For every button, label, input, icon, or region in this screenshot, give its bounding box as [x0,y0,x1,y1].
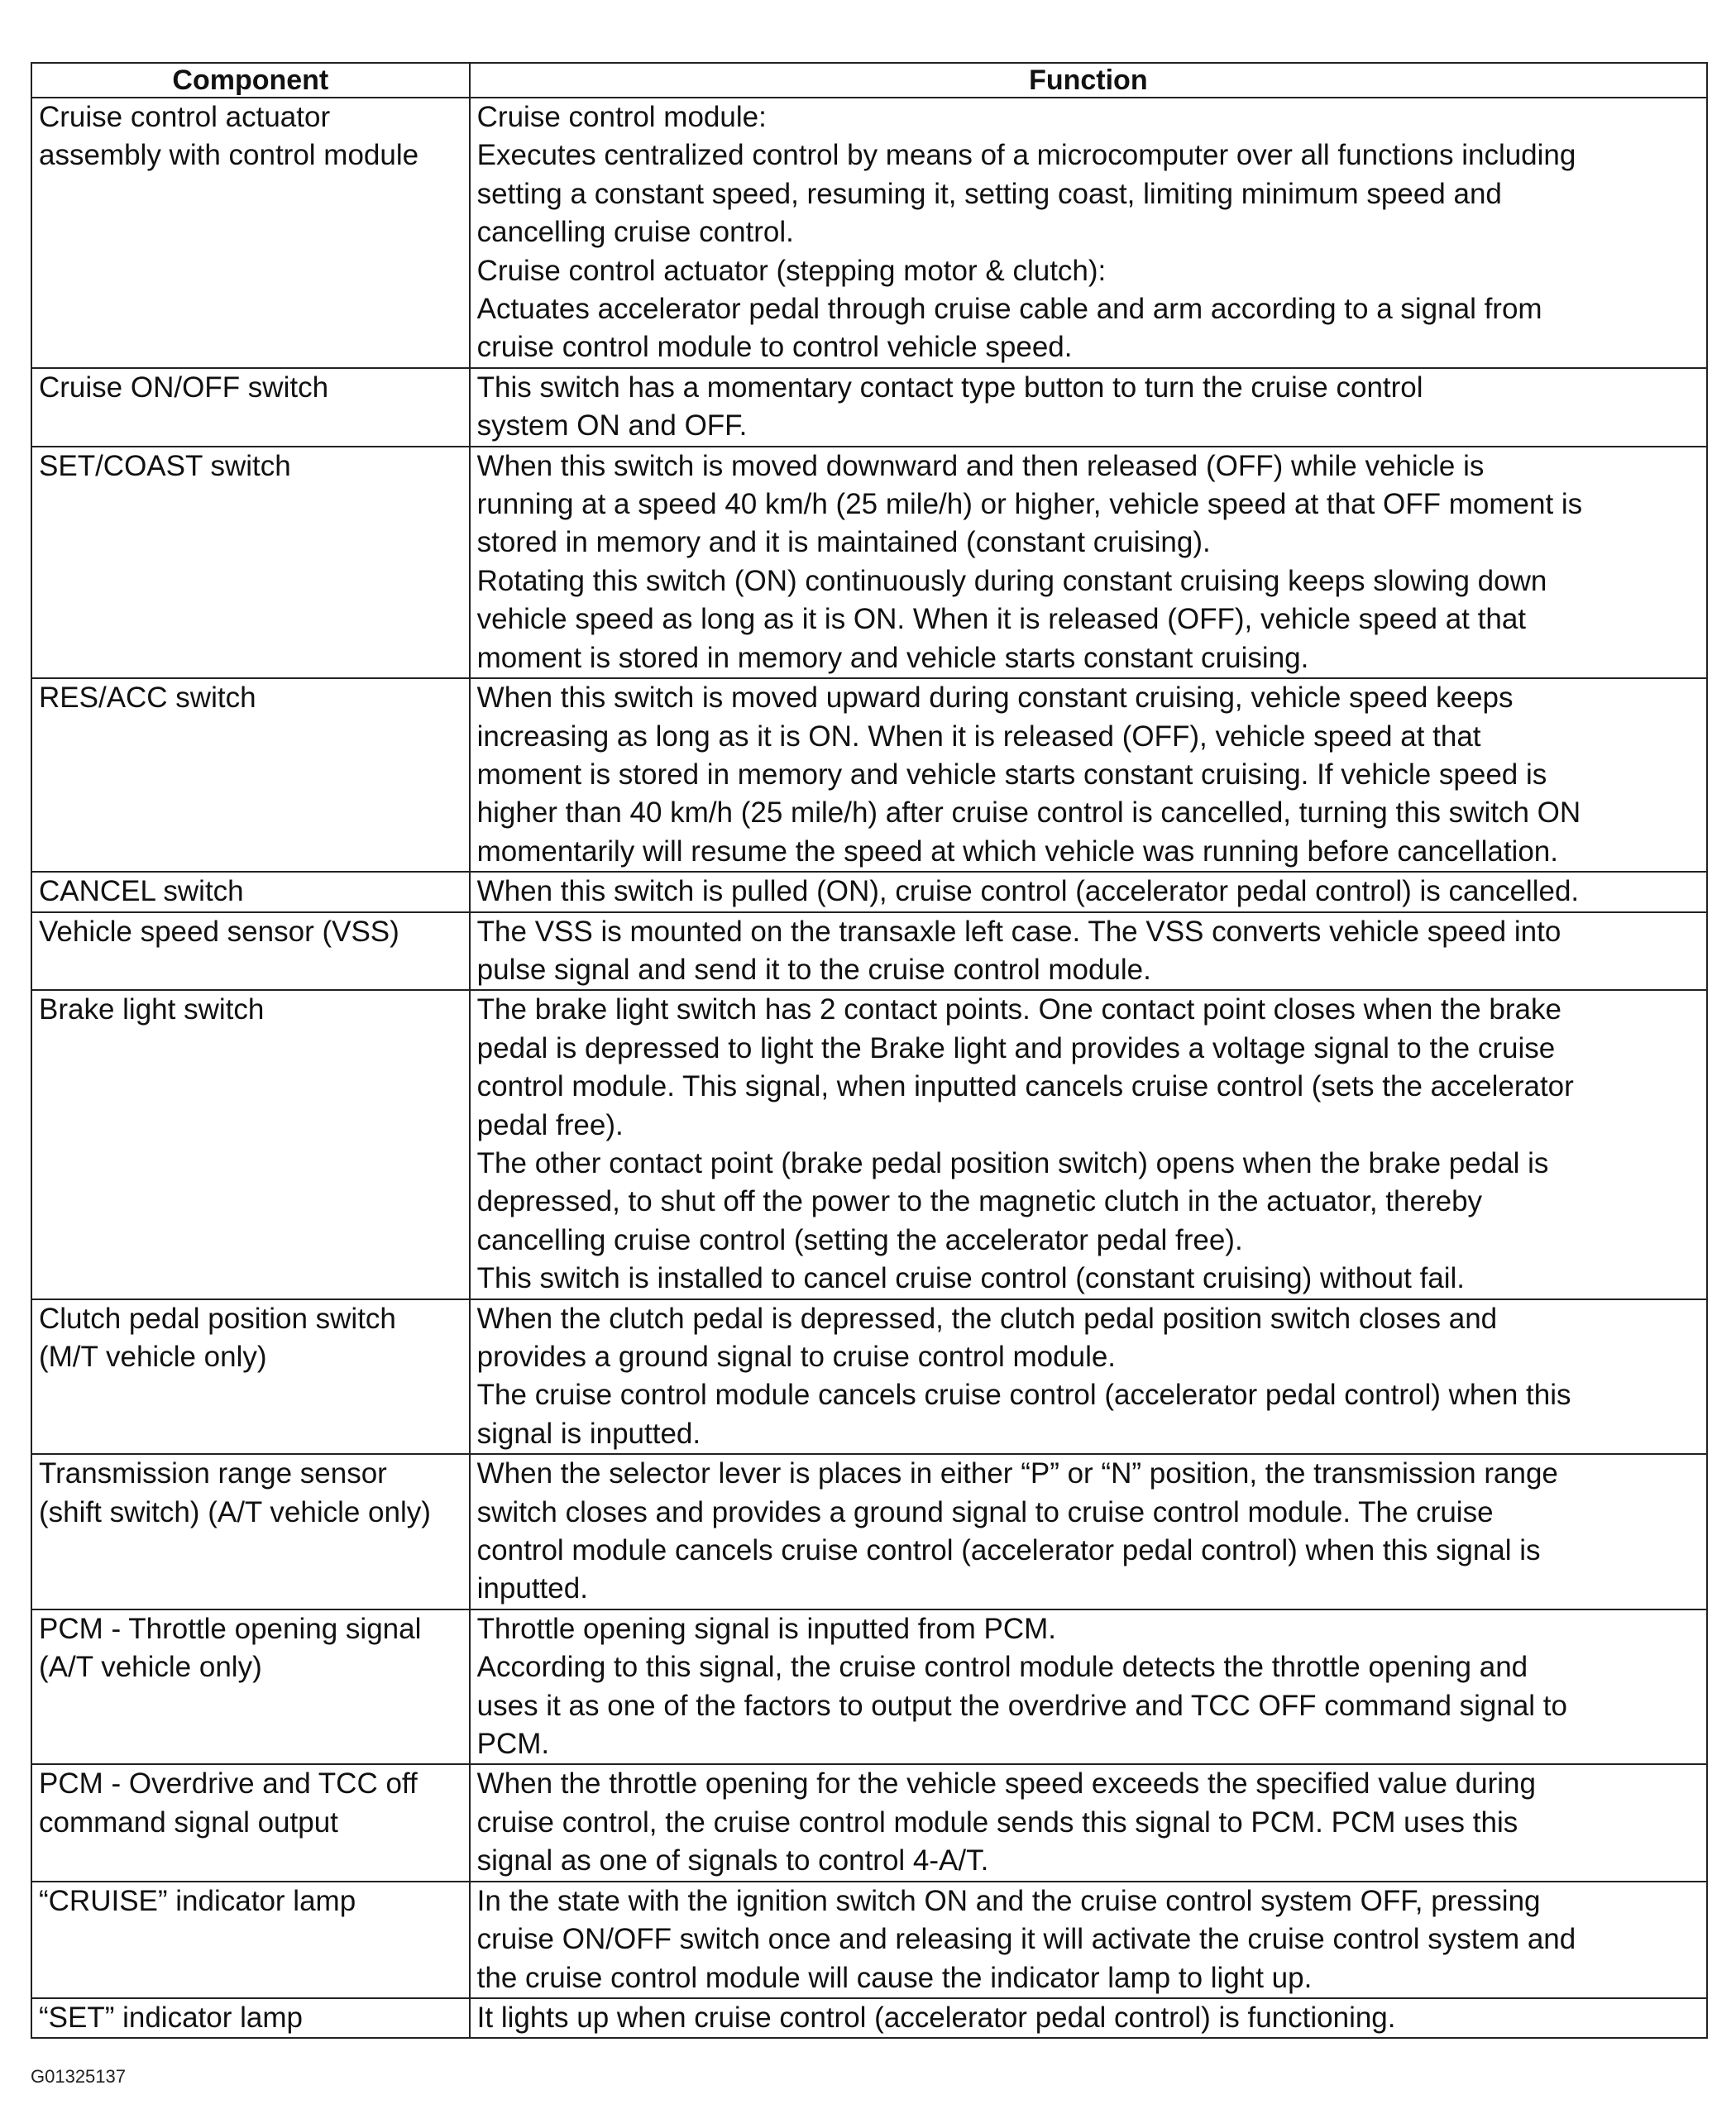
component-line: “CRUISE” indicator lamp [39,1884,356,1917]
component-line: “SET” indicator lamp [39,2001,303,2034]
table-header [31,63,1707,98]
function-line: When this switch is pulled (ON), cruise control (accelerator pedal control) is cancelled. [476,875,1580,908]
function-line: When the throttle opening for the vehicle speed exceeds the specified value during [476,1767,1536,1801]
function-line: Actuates accelerator pedal through cruise cable and arm according to a signal from [476,293,1542,326]
component-cell [31,98,470,368]
table-row [31,872,1707,911]
function-cell [470,447,1707,678]
component-line: PCM - Throttle opening signal [39,1612,422,1645]
function-line: momentarily will resume the speed at which vehicle was running before cancellation. [476,835,1558,868]
function-line: signal as one of signals to control 4-A/T. [476,1844,989,1877]
function-line: pulse signal and send it to the cruise control module. [476,953,1151,986]
function-cell [470,1764,1707,1881]
table-row [31,912,1707,991]
component-line: Vehicle speed sensor (VSS) [39,915,399,948]
function-cell [470,990,1707,1299]
component-line: Brake light switch [39,993,265,1026]
function-line: cancelling cruise control. [476,216,794,249]
function-line: It lights up when cruise control (accelerator pedal control) is functioning. [476,2001,1396,2034]
function-line: The cruise control module cancels cruise control (accelerator pedal control) when this [476,1379,1571,1412]
function-line: provides a ground signal to cruise control module. [476,1341,1117,1373]
table-row [31,447,1707,678]
component-cell [31,912,470,991]
function-line: When this switch is moved upward during constant cruising, vehicle speed keeps [476,682,1514,715]
function-line: moment is stored in memory and vehicle starts constant cruising. If vehicle speed is [476,758,1547,791]
component-line: Cruise control actuator [39,101,331,133]
function-line: cruise control, the cruise control module sends this signal to PCM. PCM uses this [476,1806,1518,1839]
function-line: pedal is depressed to light the Brake light and provides a voltage signal to the cruise [476,1031,1556,1064]
component-line: Cruise ON/OFF switch [39,371,329,404]
table-body [31,98,1707,2038]
component-cell [31,447,470,678]
function-line: vehicle speed as long as it is ON. When it is released (OFF), vehicle speed at that [476,603,1527,636]
table-row [31,1998,1707,2038]
component-cell [31,1764,470,1881]
component-cell [31,1609,470,1765]
function-line: The brake light switch has 2 contact points. One contact point closes when the brake [476,993,1561,1026]
function-cell [470,368,1707,447]
figure-id: G01325137 [31,2066,126,2087]
function-line: When the clutch pedal is depressed, the clutch pedal position switch closes and [476,1302,1498,1335]
component-line: Clutch pedal position switch [39,1302,396,1335]
function-line: higher than 40 km/h (25 mile/h) after cruise control is cancelled, turning this switch ON [476,796,1581,830]
component-line: CANCEL switch [39,875,244,908]
component-cell [31,1882,470,1998]
function-line: The VSS is mounted on the transaxle left case. The VSS converts vehicle speed into [476,915,1561,948]
function-line: In the state with the ignition switch ON and the cruise control system OFF, pressing [476,1884,1541,1917]
function-line: The other contact point (brake pedal position switch) opens when the brake pedal is [476,1146,1549,1179]
header-row [31,63,1707,98]
function-line: When this switch is moved downward and then released (OFF) while vehicle is [476,449,1485,482]
table-row [31,1764,1707,1881]
function-line: According to this signal, the cruise control module detects the throttle opening and [476,1651,1528,1684]
function-line: control module. This signal, when inputted cancels cruise control (sets the accelerator [476,1070,1574,1103]
function-line: running at a speed 40 km/h (25 mile/h) or higher, vehicle speed at that OFF moment is [476,488,1583,521]
function-line: signal is inputted. [476,1417,701,1450]
function-line: When the selector lever is places in either “P” or “N” position, the transmission range [476,1457,1558,1490]
function-line: switch closes and provides a ground signal to cruise control module. The cruise [476,1495,1494,1528]
function-line: cancelling cruise control (setting the accelerator pedal free). [476,1223,1243,1256]
component-line: PCM - Overdrive and TCC off [39,1767,418,1801]
function-line: stored in memory and it is maintained (constant cruising). [476,526,1211,559]
table-row [31,1454,1707,1609]
table-row [31,1609,1707,1765]
component-cell [31,1299,470,1455]
function-cell [470,1299,1707,1455]
component-line: (A/T vehicle only) [39,1651,262,1684]
function-line: moment is stored in memory and vehicle starts constant cruising. [476,641,1309,674]
component-line: Transmission range sensor [39,1457,387,1490]
function-line: increasing as long as it is ON. When it is released (OFF), vehicle speed at that [476,720,1481,753]
function-line: control module cancels cruise control (accelerator pedal control) when this signal is [476,1534,1541,1567]
component-line: (shift switch) (A/T vehicle only) [39,1495,431,1528]
function-cell [470,1998,1707,2038]
component-cell [31,1998,470,2038]
function-cell [470,98,1707,368]
function-line: depressed, to shut off the power to the magnetic clutch in the actuator, thereby [476,1185,1483,1218]
function-line: pedal free). [476,1108,624,1141]
function-line: cruise ON/OFF switch once and releasing it will activate the cruise control system and [476,1923,1576,1956]
function-line: This switch is installed to cancel cruise control (constant cruising) without fail. [476,1262,1466,1295]
table-row [31,98,1707,368]
component-line: (M/T vehicle only) [39,1341,267,1373]
header-component: Component [31,63,470,98]
function-line: This switch has a momentary contact type button to turn the cruise control [476,371,1423,404]
function-line: system ON and OFF. [476,409,748,442]
function-line: Cruise control module: [476,101,767,133]
function-cell [470,1454,1707,1609]
function-cell [470,678,1707,872]
function-cell [470,1882,1707,1998]
component-function-table [31,62,1708,2039]
component-line: assembly with control module [39,139,419,172]
table-row [31,1299,1707,1455]
function-line: PCM. [476,1728,550,1761]
header-function: Function [470,63,1707,98]
function-cell [470,1609,1707,1765]
function-line: Rotating this switch (ON) continuously during constant cruising keeps slowing down [476,564,1547,597]
table-row [31,368,1707,447]
function-line: cruise control module to control vehicle speed. [476,331,1073,364]
function-cell [470,912,1707,991]
table-row [31,1882,1707,1998]
component-line: RES/ACC switch [39,682,256,715]
function-line: setting a constant speed, resuming it, setting coast, limiting minimum speed and [476,177,1502,210]
function-line: Throttle opening signal is inputted from PCM. [476,1612,1056,1645]
function-line: inputted. [476,1572,588,1605]
component-line: command signal output [39,1806,338,1839]
component-line: SET/COAST switch [39,449,291,482]
component-cell [31,678,470,872]
component-cell [31,368,470,447]
component-cell [31,872,470,911]
function-line: Cruise control actuator (stepping motor & clutch): [476,254,1107,287]
table-row [31,990,1707,1299]
component-cell [31,990,470,1299]
function-line: uses it as one of the factors to output the overdrive and TCC OFF command signal to [476,1689,1568,1722]
function-line: Executes centralized control by means of a microcomputer over all functions including [476,139,1576,172]
component-cell [31,1454,470,1609]
function-line: the cruise control module will cause the indicator lamp to light up. [476,1961,1313,1994]
function-cell [470,872,1707,911]
table-row [31,678,1707,872]
